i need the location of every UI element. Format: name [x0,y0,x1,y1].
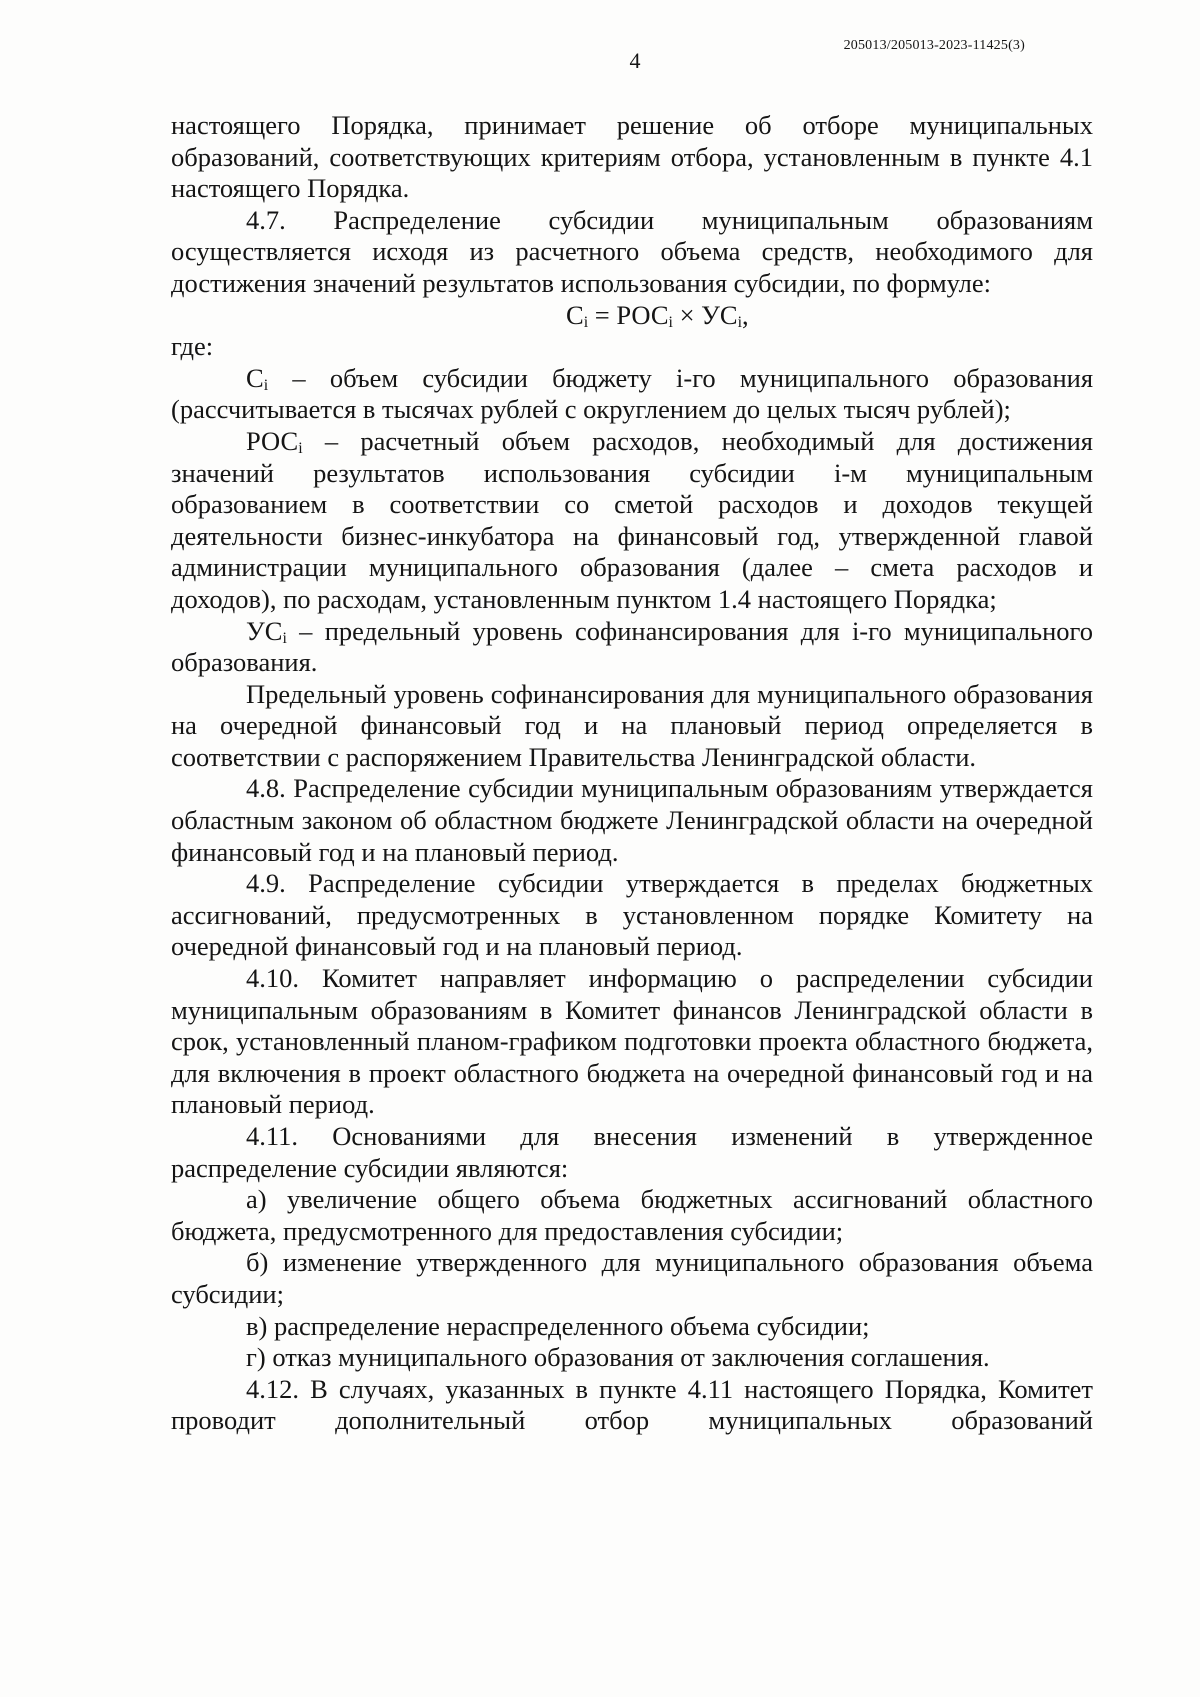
formula: $C_i = РОС_i \times УС_i$, [566,299,749,331]
definition-poc: $РОС_i$ – расчетный объем расходов, необходимый для достижения значений результатов использования субсидии i-м муниципальным образованием в соответствии со сметой расходов и доходов текущей деятельности бизнес-инкубатора на финансовый год, утвержденной главой администрации муниципального образования (далее – смета расходов и доходов), по расходам, установленным пунктом 1.4 настоящего Порядка; [171,425,1093,614]
where-label: где: [171,331,214,362]
var-poc: $РОС_i$ [246,425,303,457]
document-body [171,110,1093,1437]
list-item-a: а) увеличение общего объема бюджетных ассигнований областного бюджета, предусмотренного для предоставления субсидии; [171,1184,1093,1246]
paragraph-cofinancing: Предельный уровень софинансирования для муниципального образования на очередной финансовый год и на плановый период определяется в соответствии с распоряжением Правительства Ленинградской области. [171,678,1093,772]
list-item-v: в) распределение нераспределенного объема субсидии; [246,1310,870,1341]
var-uc: $УС_i$ [246,615,287,647]
paragraph-4-10: 4.10. Комитет направляет информацию о распределении субсидии муниципальным образованиям в Комитет финансов Ленинградской области в срок, установленный планом-графиком подготовки проекта областного бюджета, для включения в проект областного бюджета на очередной финансовый год и на плановый период. [171,963,1093,1120]
paragraph-4-12: 4.12. В случаях, указанных в пункте 4.11 настоящего Порядка, Комитет проводит дополнительный отбор муниципальных образований [171,1373,1093,1436]
list-item-b: б) изменение утвержденного для муниципального образования объема субсидии; [171,1247,1093,1309]
definition-uc: $УС_i$ – предельный уровень софинансирования для i-го муниципального образования. [171,615,1094,678]
paragraph-intro: настоящего Порядка, принимает решение об отборе муниципальных образований, соответствующих критериям отбора, установленным в пункте 4.1 настоящего Порядка. [171,110,1093,204]
paragraph-4-7: 4.7. Распределение субсидии муниципальным образованиям осуществляется исходя из расчетного объема средств, необходимого для достижения значений результатов использования субсидии, по формуле: [171,204,1093,298]
document-id: 205013/205013-2023-11425(3) [843,38,1025,53]
formula-term-1: $РОС_i$ [616,299,673,331]
page-number: 4 [629,48,641,73]
definition-ci: $C_i$ – объем субсидии бюджету i-го муниципального образования (рассчитывается в тысячах рублей с округлением до целых тысяч рублей); [171,362,1094,425]
list-item-g: г) отказ муниципального образования от заключения соглашения. [246,1342,990,1373]
var-ci: $C_i$ [246,362,269,394]
paragraph-4-9: 4.9. Распределение субсидии утверждается в пределах бюджетных ассигнований, предусмотренных в установленном порядке Комитету на очередной финансовый год и на плановый период. [171,868,1093,962]
paragraph-4-11: 4.11. Основаниями для внесения изменений в утвержденное распределение субсидии являются: [171,1121,1093,1183]
formula-lhs: $C_i$ [566,299,589,331]
formula-term-2: $УС_i$ [701,299,742,331]
paragraph-4-8: 4.8. Распределение субсидии муниципальным образованиям утверждается областным законом об областном бюджете Ленинградской области на очередной финансовый год и на плановый период. [171,773,1093,867]
